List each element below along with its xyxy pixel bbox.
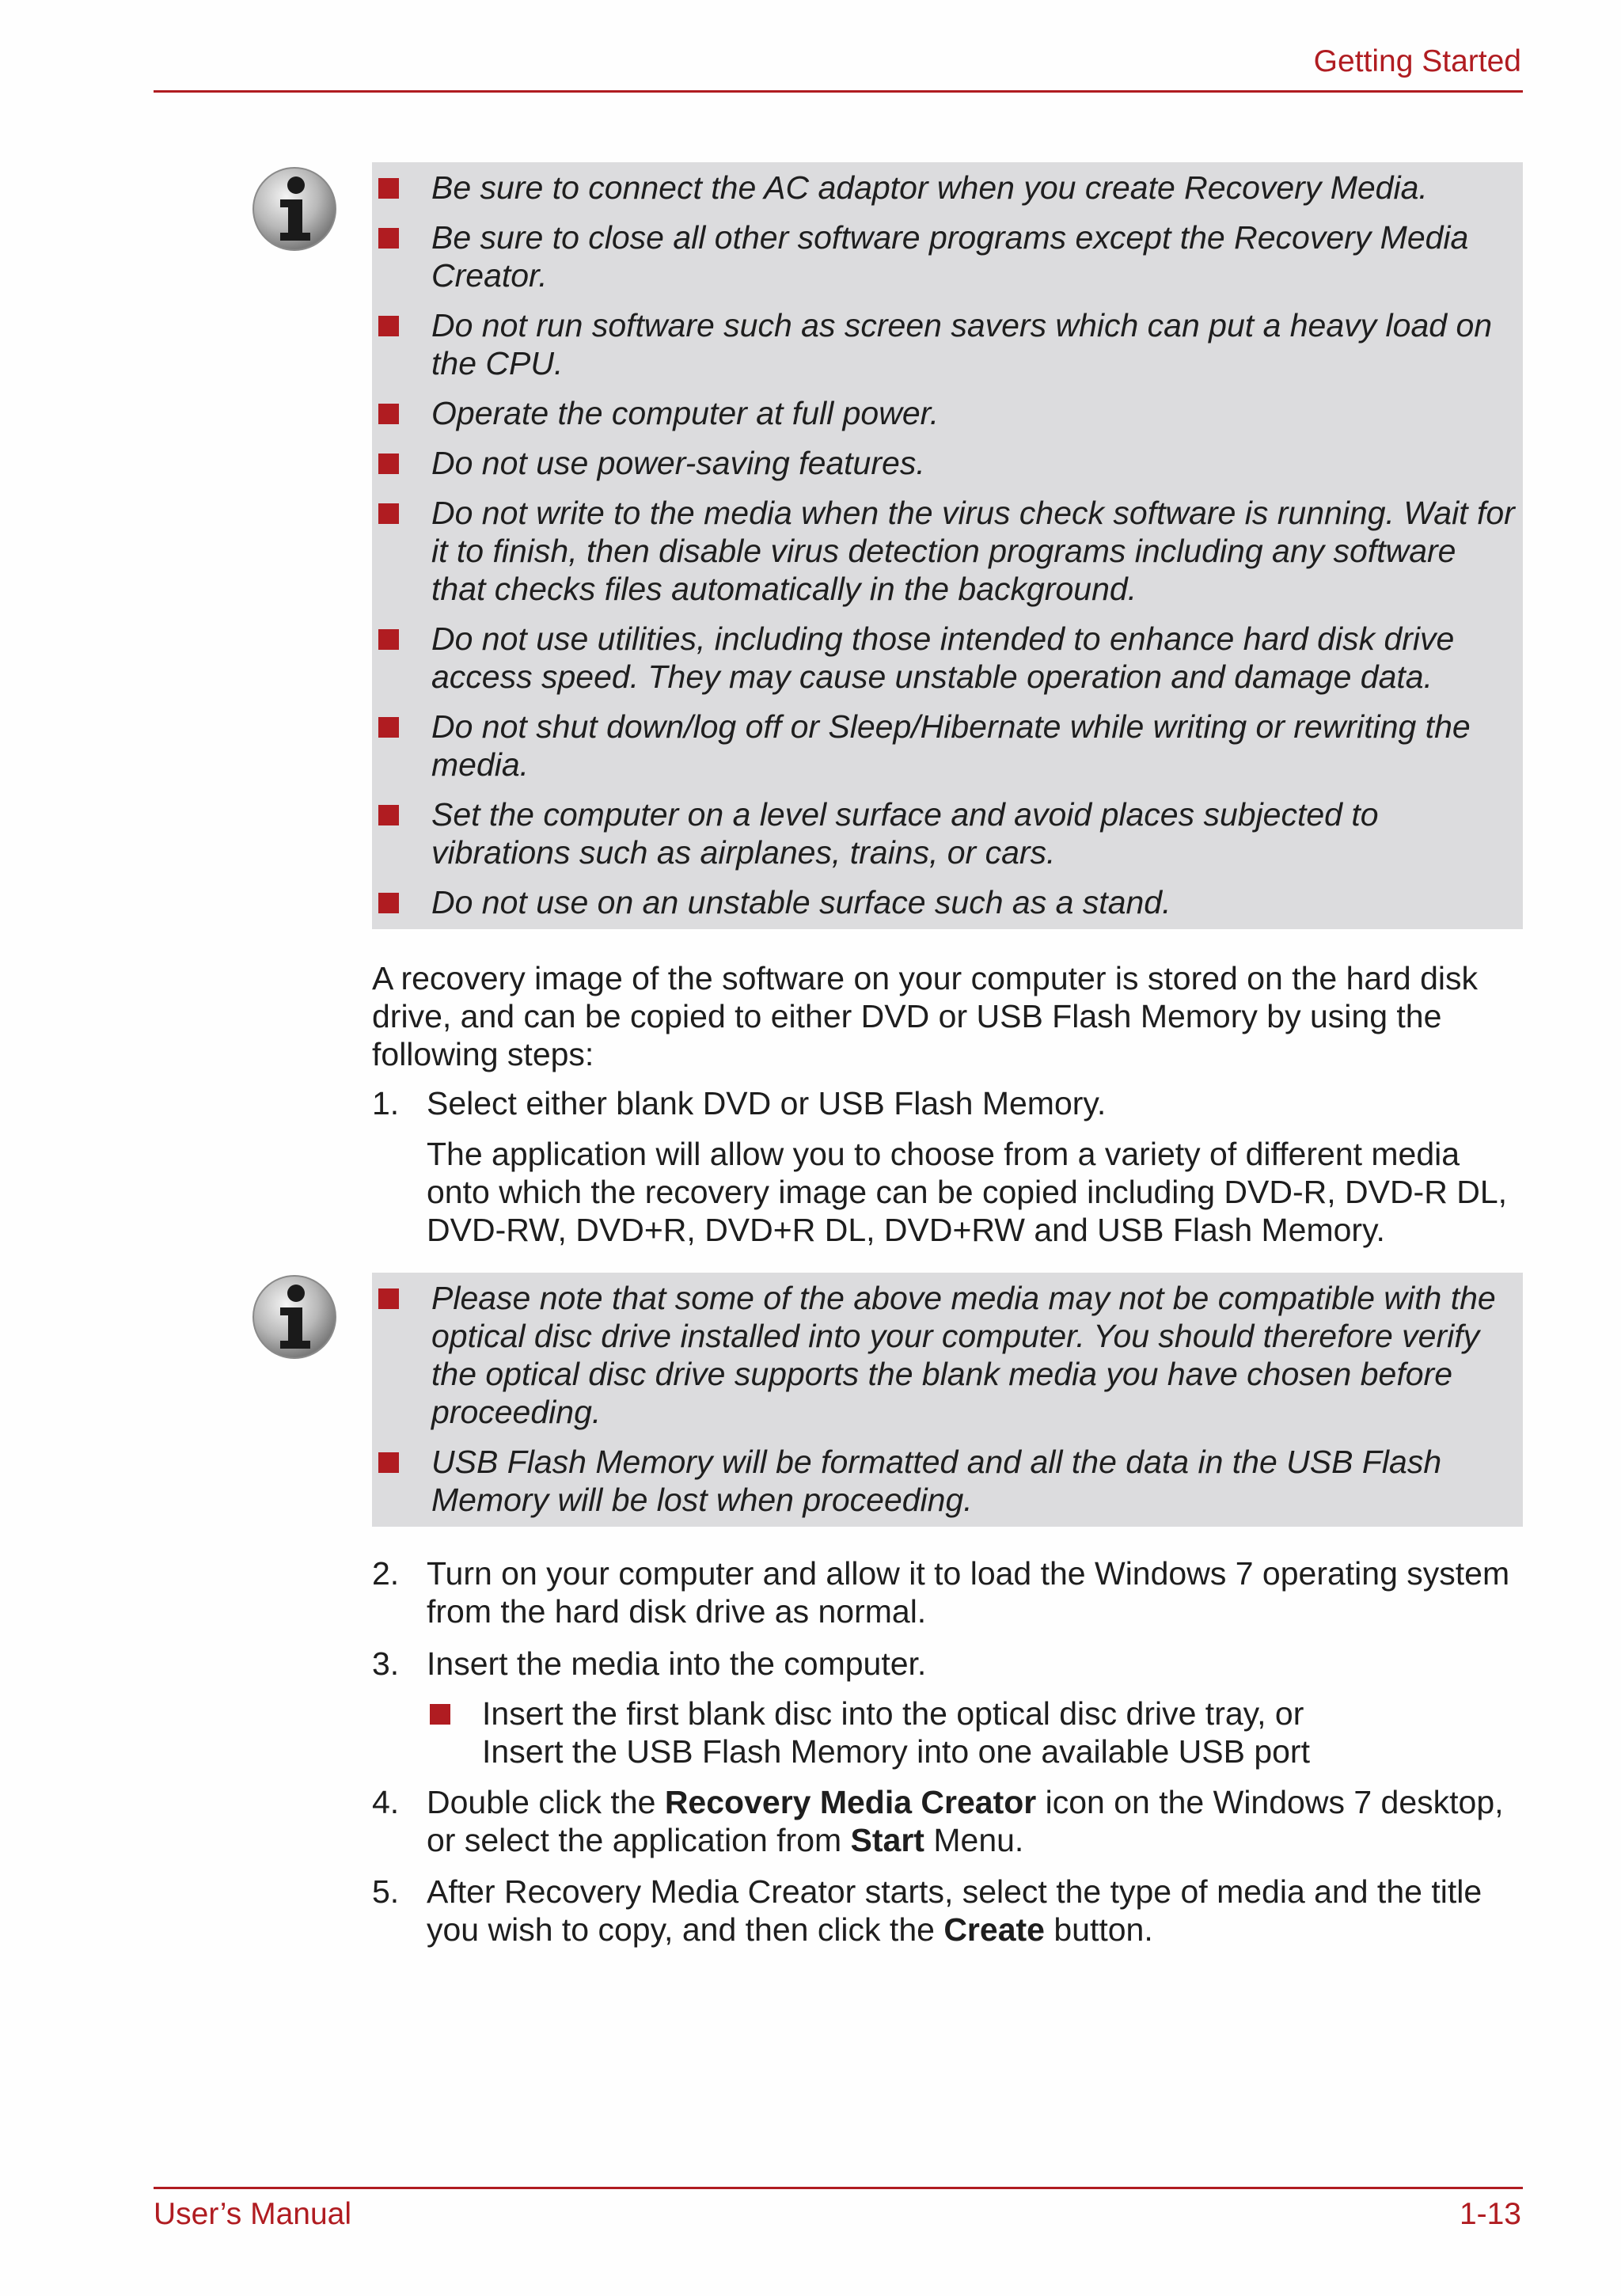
bullet-square: [378, 893, 399, 913]
bullet-square: [378, 228, 399, 249]
step-text: Double click the Recovery Media Creator icon on the Windows 7 desktop, or select the application from Start Menu.: [427, 1784, 1504, 1858]
bullet-square: [378, 454, 399, 474]
step-number: 1.: [372, 1085, 400, 1121]
info-icon: [250, 165, 339, 253]
note-item: Do not use on an unstable surface such as a stand.: [372, 883, 1515, 921]
ui-term-start: Start: [850, 1822, 924, 1858]
bullet-square: [378, 404, 399, 424]
step-4: [372, 1783, 1523, 1859]
sub-bullet-line: Insert the USB Flash Memory into one available USB port: [482, 1733, 1310, 1770]
step-text: After Recovery Media Creator starts, select the type of media and the title you wish to copy, and then click the Create button.: [427, 1873, 1482, 1948]
note-item: Do not run software such as screen savers which can put a heavy load on the CPU.: [372, 306, 1515, 382]
note-item: Be sure to close all other software programs except the Recovery Media Creator.: [372, 218, 1515, 294]
step-text: Select either blank DVD or USB Flash Memory.: [427, 1085, 1107, 1121]
step-text: Insert the media into the computer.: [427, 1645, 927, 1682]
step-3: [372, 1645, 1523, 1770]
info-icon: [250, 1273, 339, 1361]
step-number: 4.: [372, 1784, 400, 1820]
step-number: 3.: [372, 1645, 400, 1682]
note-item: Do not write to the media when the virus check software is running. Wait for it to finish, then disable virus detection programs including any software that checks files automatically in the background.: [372, 494, 1515, 608]
bullet-square: [378, 805, 399, 825]
sub-bullet-line: Insert the first blank disc into the optical disc drive tray, or: [482, 1695, 1304, 1732]
bullet-square: [378, 629, 399, 650]
bullet-square: [378, 1288, 399, 1309]
footer-manual-title: User’s Manual: [154, 2197, 351, 2231]
sub-bullet-item: [427, 1694, 1523, 1770]
note-item: Set the computer on a level surface and avoid places subjected to vibrations such as airplanes, trains, or cars.: [372, 795, 1515, 871]
header-rule: [154, 90, 1523, 93]
note-item: Do not use utilities, including those intended to enhance hard disk drive access speed. They may cause unstable operation and damage data.: [372, 620, 1515, 696]
bullet-square: [378, 178, 399, 199]
footer-rule: [154, 2187, 1523, 2189]
note-list-1: [372, 169, 1515, 921]
step-2: [372, 1554, 1523, 1630]
note-item: Do not use power-saving features.: [372, 444, 1515, 482]
step-5: [372, 1873, 1523, 1949]
note-box-2: [372, 1273, 1523, 1527]
bullet-square: [430, 1704, 450, 1725]
note-item: USB Flash Memory will be formatted and all the data in the USB Flash Memory will be lost when proceeding.: [372, 1443, 1515, 1519]
intro-paragraph: A recovery image of the software on your computer is stored on the hard disk drive, and can be copied to either DVD or USB Flash Memory by using the following steps:: [372, 960, 1478, 1072]
note-item: Operate the computer at full power.: [372, 394, 1515, 432]
note-item: Be sure to connect the AC adaptor when you create Recovery Media.: [372, 169, 1515, 207]
step-text: Turn on your computer and allow it to load the Windows 7 operating system from the hard disk drive as normal.: [427, 1555, 1510, 1630]
ui-term-create: Create: [943, 1911, 1045, 1948]
step-detail: The application will allow you to choose from a variety of different media onto which the recovery image can be copied including DVD-R, DVD-R DL, DVD-RW, DVD+R, DVD+R DL, DVD+RW and USB Flash Memory.: [427, 1136, 1508, 1248]
bullet-square: [378, 503, 399, 524]
running-header: Getting Started: [1313, 44, 1521, 78]
note-item: Do not shut down/log off or Sleep/Hibernate while writing or rewriting the media.: [372, 708, 1515, 784]
note-box-1: [372, 162, 1523, 929]
page-number: 1-13: [1459, 2197, 1521, 2231]
bullet-square: [378, 316, 399, 336]
step-number: 2.: [372, 1555, 400, 1592]
ui-term-recovery-media-creator: Recovery Media Creator: [664, 1784, 1037, 1820]
note-item: Please note that some of the above media may not be compatible with the optical disc drive installed into your computer. You should therefore verify the optical disc drive supports the blank media you have chosen before proceeding.: [372, 1279, 1515, 1431]
bullet-square: [378, 1452, 399, 1473]
step-1: [372, 1084, 1523, 1249]
step-number: 5.: [372, 1873, 400, 1910]
note-list-2: [372, 1279, 1515, 1519]
bullet-square: [378, 717, 399, 738]
